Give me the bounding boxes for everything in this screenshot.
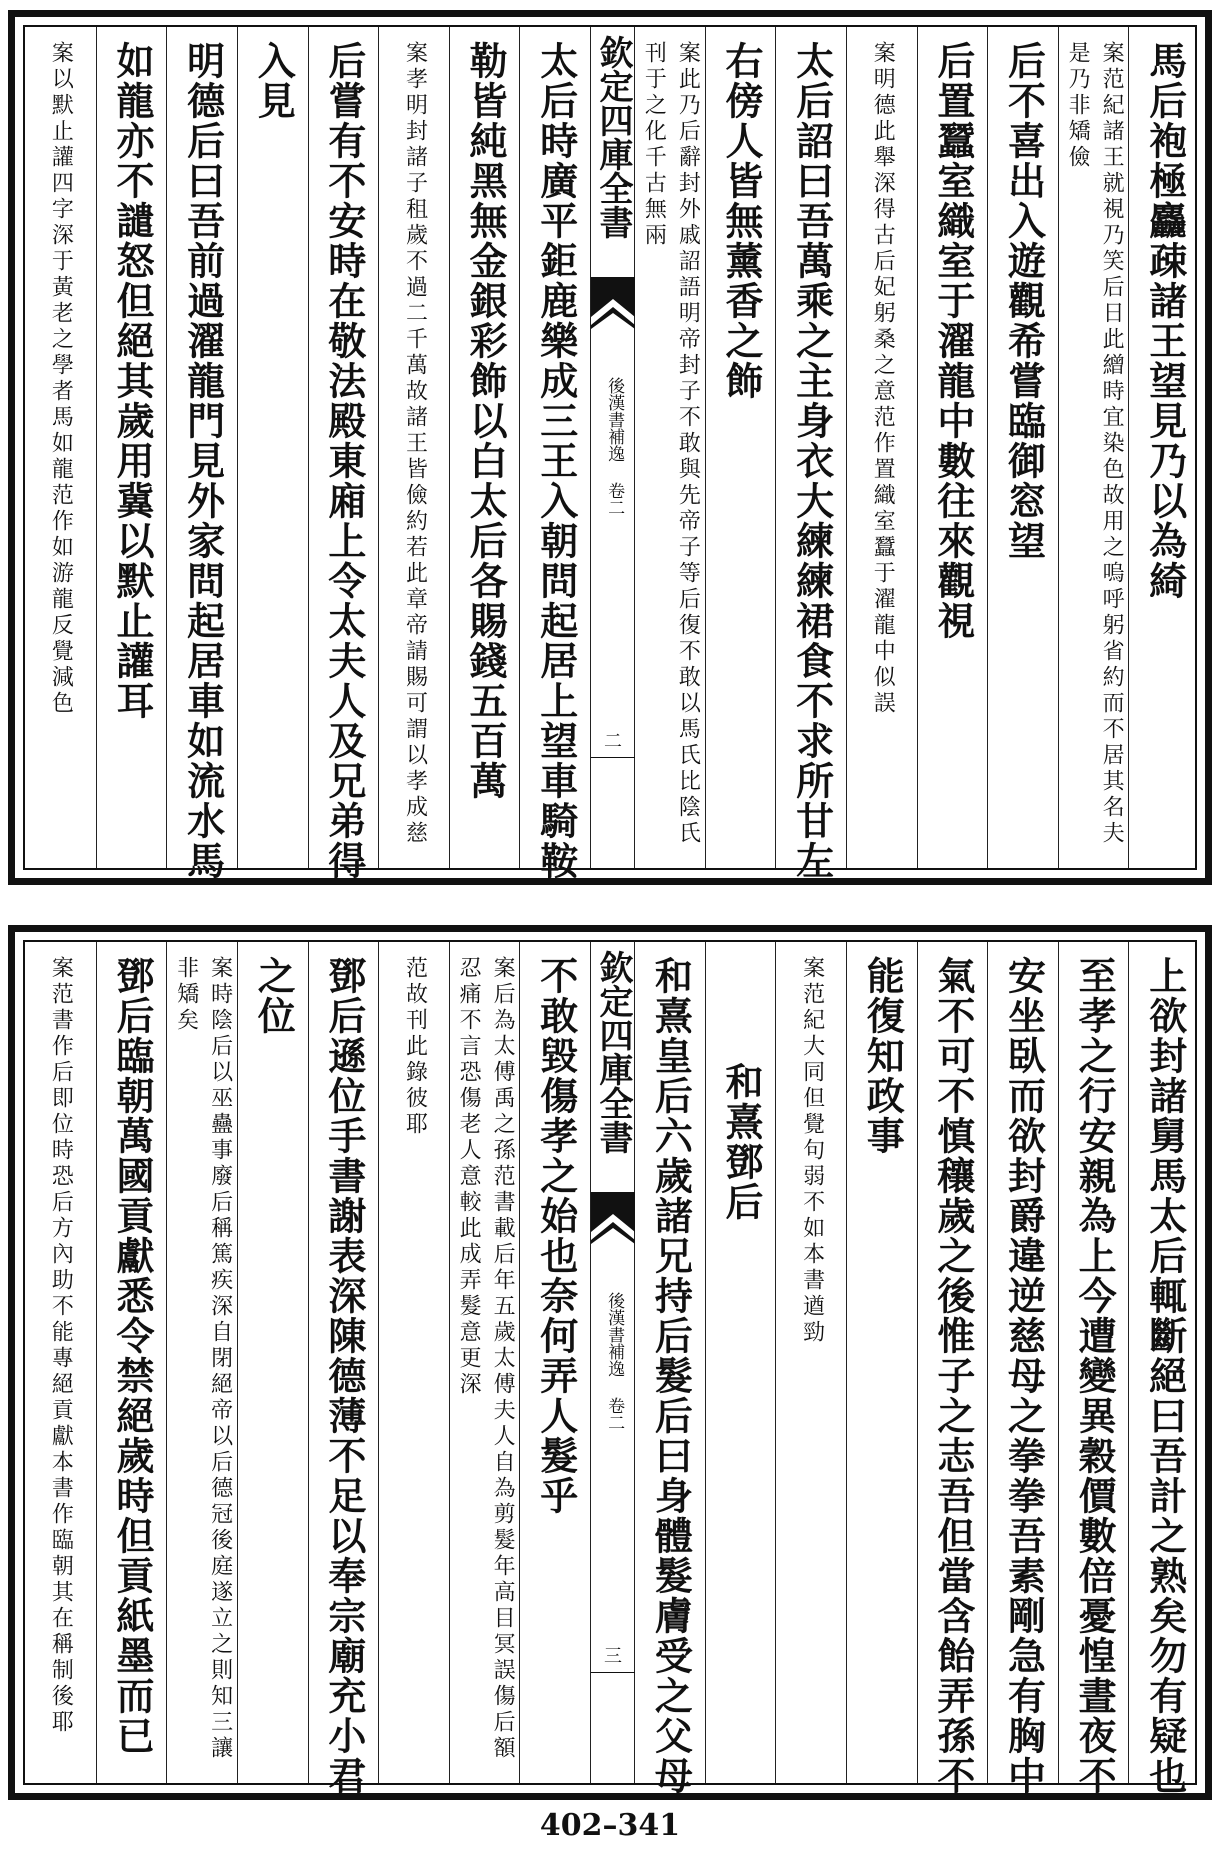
top-column-left-8: [25, 27, 96, 868]
bottom-column-right-2: [1058, 942, 1130, 1796]
top-text-line-r1: 馬后袍極麤疎諸王望見乃以為綺: [1142, 41, 1188, 601]
bottom-column-right-1: [1128, 942, 1200, 1796]
bottom-text-line-r4: 氣不可不慎穰歲之後惟子之志吾但當含飴弄孫不: [930, 956, 976, 1796]
top-text-line-r7: 右傍人皆無薰香之飾: [718, 41, 764, 401]
page-top: [8, 10, 1212, 885]
bottom-column-right-5: [846, 942, 918, 1783]
top-text-line-l5: 入見: [251, 41, 297, 121]
bottom-text-line-l5: 之位: [251, 956, 297, 1036]
bottom-text-line-l4: 鄧后遜位手書謝表深陳德薄不足以奉宗廟充小君: [321, 956, 367, 1796]
top-column-left-5: [237, 27, 309, 868]
leaf-number: 三: [604, 1646, 622, 1667]
bottom-column-right-4: [917, 942, 989, 1796]
top-column-left-4: [308, 27, 380, 881]
bottom-section-heading-r7: 和熹鄧后: [718, 1062, 764, 1222]
bottom-commentary-l2: 案后為太傅禹之孫范書載后年五歲太傅夫人自為剪髮年高目冥誤傷后額忍痛不言恐傷老人意較此成弄髮意更深: [456, 956, 516, 1762]
bottom-column-right-8: [634, 942, 706, 1796]
bottom-column-left-2: [449, 942, 521, 1783]
page-bottom: [8, 925, 1212, 1800]
page-bottom-frame: [23, 940, 1197, 1796]
bottom-commentary-l8: 案范書作后即位時恐后方內助不能專絕貢獻本書作臨朝其在稱制後耶: [48, 956, 74, 1736]
bottom-column-left-6: [166, 942, 238, 1783]
bottom-commentary-l6: 案時陰后以巫蠱事廢后稱篤疾深自閉絕帝以后德冠後庭遂立之則知三讓非矯矣: [173, 956, 233, 1762]
bottom-text-line-r8: 和熹皇后六歲諸兄持后髮后曰身體髮膚受之父母: [648, 956, 694, 1796]
leaf-rule: [591, 1672, 635, 1673]
leaf-number: 二: [604, 731, 622, 752]
top-text-line-l7: 如龍亦不譴怒但絕其歲用冀以默止讙耳: [109, 41, 155, 721]
bottom-commentary-l3: 范故刊此錄彼耶: [402, 956, 428, 1138]
volume-subtitle: 後漢書補逸 卷二: [604, 1292, 625, 1431]
bottom-column-left-8: [25, 942, 96, 1783]
bottom-center-column: [590, 942, 635, 1783]
page-footer-number: 402–341: [539, 1808, 681, 1843]
bottom-column-left-7: [96, 942, 168, 1783]
top-text-line-r4: 后置蠶室織室于濯龍中數往來觀視: [930, 41, 976, 641]
top-text-line-l6: 明德后曰吾前過濯龍門見外家問起居車如流水馬: [180, 41, 226, 881]
page-top-frame: [23, 25, 1197, 881]
top-commentary-r8: 案此乃后辭封外戚詔語明帝封子不敢與先帝子等后復不敢以馬氏比陰氏刊于之化千古無兩: [641, 41, 701, 847]
bottom-commentary-r6: 案范紀大同但覺句弱不如本書遒勁: [799, 956, 825, 1346]
bottom-text-line-r2: 至孝之行安親為上今遭變異穀價數倍憂惶晝夜不: [1072, 956, 1118, 1796]
top-column-left-1: [519, 27, 591, 881]
top-commentary-l3: 案孝明封諸子租歲不過二千萬故諸王皆儉約若此章帝請賜可謂以孝成慈: [402, 41, 428, 847]
top-column-left-2: [449, 27, 521, 868]
bottom-text-line-r1: 上欲封諸舅馬太后輒斷絕曰吾計之熟矣勿有疑也: [1142, 956, 1188, 1796]
leaf-rule: [591, 757, 635, 758]
top-column-right-4: [917, 27, 989, 868]
top-column-right-3: [987, 27, 1059, 868]
top-text-line-r6: 太后詔曰吾萬乘之主身衣大練練裙食不求所甘左: [789, 41, 835, 881]
bottom-column-right-6: [775, 942, 847, 1783]
bottom-text-line-r5: 能復知政事: [860, 956, 906, 1156]
top-commentary-l8: 案以默止讙四字深于黃老之學者馬如龍范作如游龍反覺減色: [48, 41, 74, 717]
top-column-left-3: [378, 27, 450, 868]
top-center-column: [590, 27, 635, 868]
book-title: 欽定四庫全書: [593, 950, 633, 1154]
book-title: 欽定四庫全書: [593, 35, 633, 239]
top-text-line-l4: 后嘗有不安時在敬法殿東廂上令太夫人及兄弟得: [321, 41, 367, 881]
top-text-line-l1: 太后時廣平鉅鹿樂成三王入朝問起居上望車騎鞍: [533, 41, 579, 881]
top-column-left-7: [96, 27, 168, 868]
fishtail-mark-icon: [591, 277, 635, 337]
bottom-column-left-4: [308, 942, 380, 1796]
top-commentary-r5: 案明德此舉深得古后妃躬桑之意范作置織室蠶于濯龍中似誤: [870, 41, 896, 717]
volume-subtitle: 後漢書補逸 卷二: [604, 377, 625, 516]
top-column-right-8: [634, 27, 706, 868]
bottom-column-right-3: [987, 942, 1059, 1796]
bottom-column-right-7: [705, 942, 777, 1783]
fishtail-mark-icon: [591, 1192, 635, 1252]
bottom-column-left-1: [519, 942, 591, 1783]
bottom-text-line-l1: 不敢毀傷孝之始也奈何弄人髮乎: [533, 956, 579, 1516]
bottom-text-line-r3: 安坐臥而欲封爵違逆慈母之拳拳吾素剛急有胸中: [1001, 956, 1047, 1796]
top-text-line-l2: 勒皆純黑無金銀彩飾以白太后各賜錢五百萬: [463, 41, 509, 801]
top-commentary-r2: 案范紀諸王就視乃笑后日此繒時宜染色故用之嗚呼躬省約而不居其名夫是乃非矯儉: [1065, 41, 1125, 847]
top-column-right-7: [705, 27, 777, 868]
top-column-right-5: [846, 27, 918, 868]
top-text-line-r3: 后不喜出入遊觀希嘗臨御窓望: [1001, 41, 1047, 561]
top-column-right-2: [1058, 27, 1130, 868]
bottom-column-left-3: [378, 942, 450, 1783]
bottom-column-left-5: [237, 942, 309, 1783]
top-column-right-6: [775, 27, 847, 881]
top-column-right-1: [1128, 27, 1200, 868]
top-column-left-6: [166, 27, 238, 881]
bottom-text-line-l7: 鄧后臨朝萬國貢獻悉令禁絕歲時但貢紙墨而已: [109, 956, 155, 1756]
